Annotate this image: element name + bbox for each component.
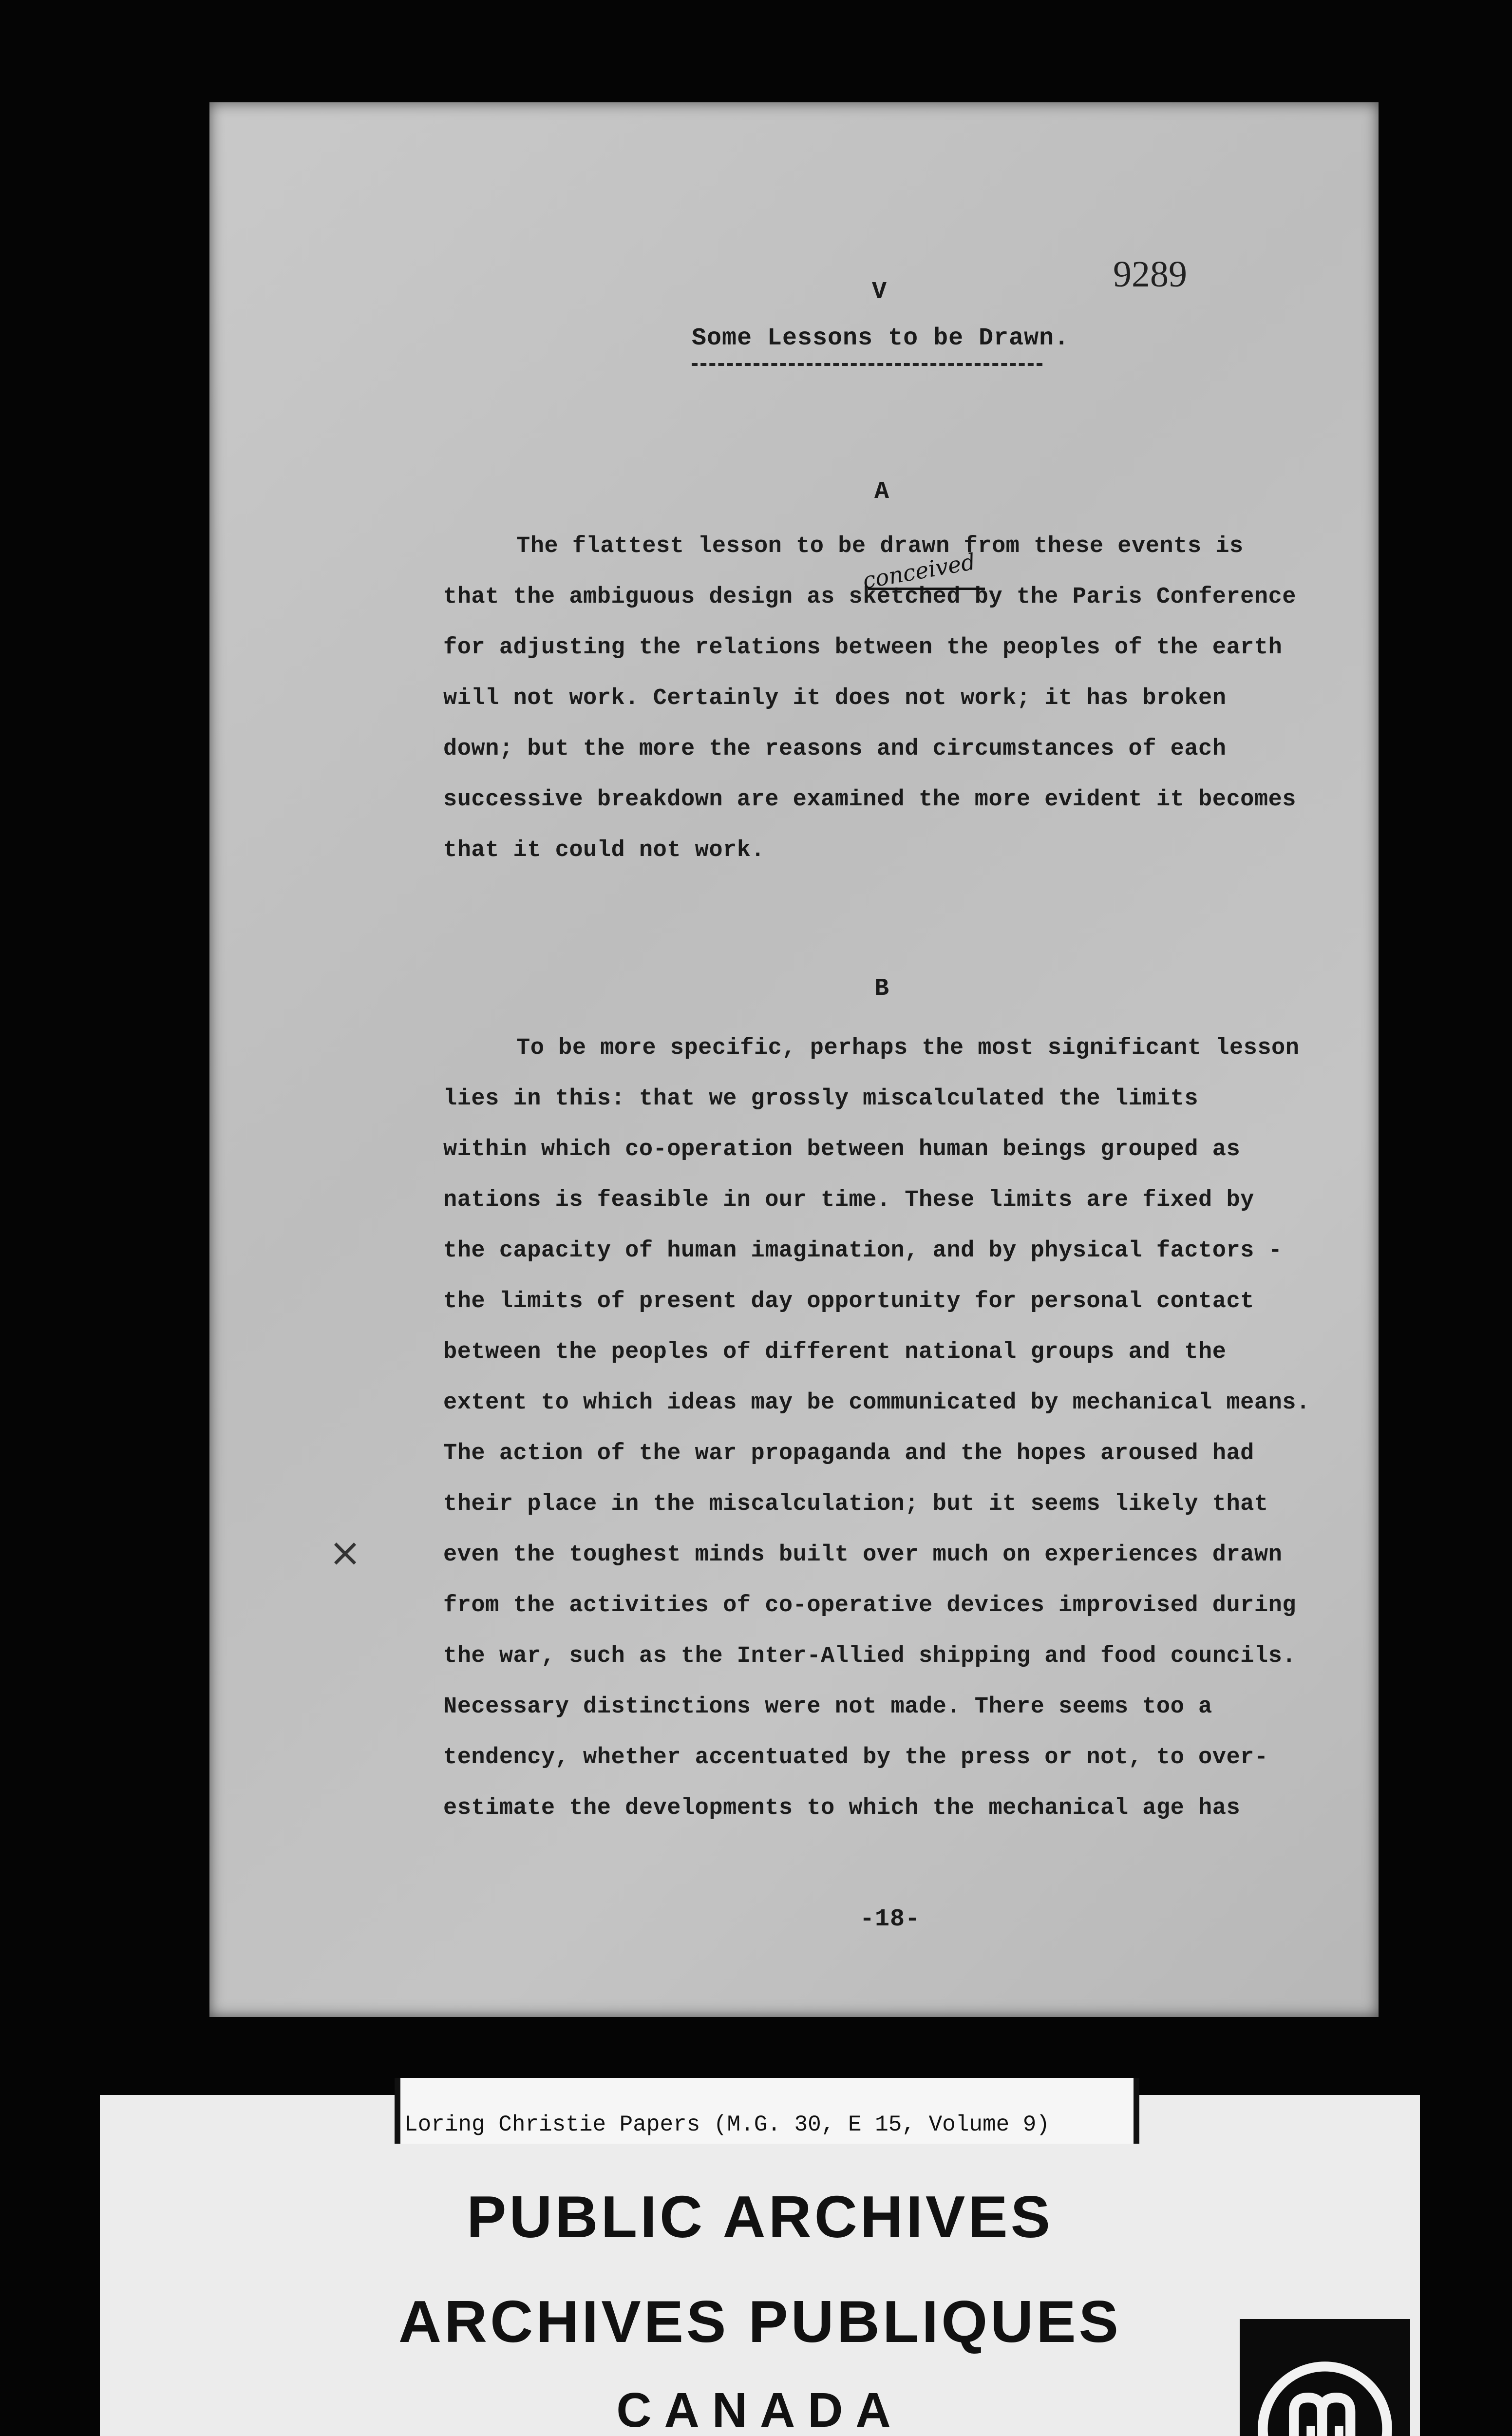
footer-page-number: -18- — [860, 1905, 921, 1933]
paragraph-line: within which co-operation between human beings grouped as — [443, 1137, 1241, 1162]
paragraph-line: even the toughest minds built over much on experiences drawn — [443, 1542, 1283, 1568]
archives-logo-icon — [1254, 2358, 1396, 2436]
chapter-numeral: V — [872, 278, 888, 306]
chapter-title: Some Lessons to be Drawn. — [692, 324, 1070, 352]
archive-name-french: ARCHIVES PUBLIQUES — [398, 2288, 1122, 2355]
section-b-label: B — [874, 975, 890, 1003]
paragraph-line: will not work. Certainly it does not work; it has broken — [443, 685, 1227, 711]
handwritten-correction: conceived — [861, 548, 978, 594]
paragraph-line: their place in the miscalculation; but it seems likely that — [443, 1491, 1268, 1517]
paragraph-line: To be more specific, perhaps the most significant lesson — [516, 1035, 1300, 1061]
paragraph-line: that the ambiguous design as sketched by the Paris Conference — [443, 584, 1296, 610]
paragraph-line: from the activities of co-operative devices improvised during — [443, 1593, 1296, 1618]
paragraph-line: the limits of present day opportunity for personal contact — [443, 1289, 1254, 1314]
paragraph-line: lies in this: that we grossly miscalculated the limits — [443, 1086, 1199, 1112]
margin-x-mark: × — [329, 1530, 362, 1575]
paragraph-line: The flattest lesson to be drawn from these events is — [516, 533, 1244, 559]
document-page — [209, 102, 1379, 2017]
section-b-paragraph — [443, 1023, 1310, 1834]
title-underline — [692, 363, 1042, 366]
paragraph-line: successive breakdown are examined the more evident it becomes — [443, 787, 1296, 813]
paragraph-line: the capacity of human imagination, and by physical factors - — [443, 1238, 1283, 1264]
archives-logo — [1240, 2319, 1410, 2436]
paragraph-line: estimate the developments to which the mechanical age has — [443, 1795, 1241, 1821]
archive-name-english: PUBLIC ARCHIVES — [467, 2184, 1053, 2250]
strikethrough-mark — [868, 588, 985, 590]
paragraph-line: the war, such as the Inter-Allied shipping and food councils. — [443, 1643, 1296, 1669]
paragraph-line: down; but the more the reasons and circumstances of each — [443, 736, 1227, 762]
collection-reference: Loring Christie Papers (M.G. 30, E 15, Volume 9) — [404, 2112, 1050, 2137]
archive-country: CANADA — [616, 2383, 904, 2436]
paragraph-line: that it could not work. — [443, 837, 765, 863]
paragraph-line: extent to which ideas may be communicated by mechanical means. — [443, 1390, 1310, 1416]
page-number: 9289 — [1113, 254, 1187, 295]
paragraph-line: nations is feasible in our time. These limits are fixed by — [443, 1187, 1254, 1213]
paragraph-line: tendency, whether accentuated by the press or not, to over- — [443, 1745, 1268, 1770]
section-a-label: A — [874, 478, 890, 506]
paragraph-line: between the peoples of different national groups and the — [443, 1339, 1227, 1365]
paragraph-line: Necessary distinctions were not made. There seems too a — [443, 1694, 1212, 1720]
paragraph-line: The action of the war propaganda and the hopes aroused had — [443, 1441, 1254, 1466]
paragraph-line: for adjusting the relations between the peoples of the earth — [443, 635, 1283, 661]
